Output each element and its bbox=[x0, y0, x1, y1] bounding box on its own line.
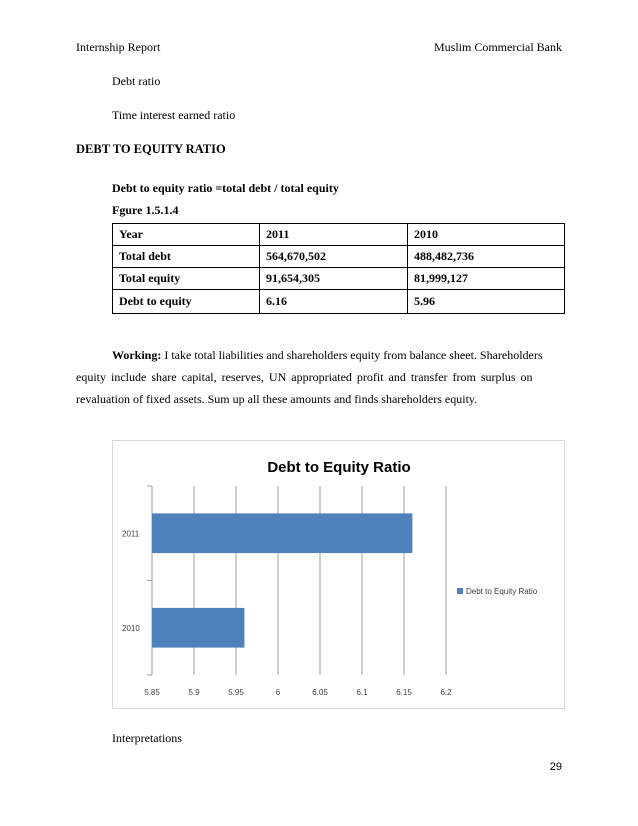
figure-label: Fgure 1.5.1.4 bbox=[112, 203, 179, 217]
table-row bbox=[113, 246, 565, 268]
legend-swatch bbox=[457, 588, 463, 594]
bar-2011 bbox=[152, 513, 412, 553]
working-line-2: equity include share capital, reserves, UN appropriated profit and transfer from surplus on bbox=[76, 370, 533, 384]
section-title: DEBT TO EQUITY RATIO bbox=[76, 142, 226, 156]
x-tick-label: 6.05 bbox=[312, 688, 328, 697]
table-header-cell: 2010 bbox=[408, 224, 565, 246]
x-tick-label: 5.95 bbox=[228, 688, 244, 697]
list-item-time-interest: Time interest earned ratio bbox=[112, 108, 236, 122]
legend-label: Debt to Equity Ratio bbox=[466, 587, 538, 596]
ratio-table bbox=[112, 223, 565, 314]
category-label: 2011 bbox=[122, 529, 140, 539]
header-right: Muslim Commercial Bank bbox=[434, 40, 562, 54]
chart-legend bbox=[457, 587, 538, 596]
header-left: Internship Report bbox=[76, 40, 161, 54]
x-tick-label: 6 bbox=[275, 688, 281, 697]
chart-title: Debt to Equity Ratio bbox=[267, 459, 411, 476]
table-cell: Total equity bbox=[113, 268, 260, 290]
bar-2010 bbox=[152, 608, 244, 648]
interpretations-heading: Interpretations bbox=[112, 731, 182, 745]
table-cell: 564,670,502 bbox=[260, 246, 408, 268]
working-line-1 bbox=[112, 348, 543, 363]
table-cell: Debt to equity bbox=[113, 290, 260, 314]
table-cell: 91,654,305 bbox=[260, 268, 408, 290]
chart-bars bbox=[152, 513, 412, 647]
table-header-cell: 2011 bbox=[260, 224, 408, 246]
working-line-3: revaluation of fixed assets. Sum up all these amounts and finds shareholders equity. bbox=[76, 392, 478, 406]
page-number: 29 bbox=[549, 761, 562, 773]
table-row bbox=[113, 268, 565, 290]
table-cell: 488,482,736 bbox=[408, 246, 565, 268]
list-item-debt-ratio: Debt ratio bbox=[112, 74, 161, 88]
working-text-1: I take total liabilities and shareholders equity from balance sheet. Shareholders bbox=[164, 348, 543, 362]
chart-tick-labels bbox=[144, 688, 452, 697]
x-tick-label: 6.2 bbox=[440, 688, 452, 697]
table-cell: 6.16 bbox=[260, 290, 408, 314]
chart-axes bbox=[147, 486, 152, 675]
x-tick-label: 6.1 bbox=[356, 688, 368, 697]
debt-equity-chart bbox=[112, 440, 565, 709]
chart-category-labels bbox=[122, 529, 140, 633]
table-cell: 81,999,127 bbox=[408, 268, 565, 290]
table-header-cell: Year bbox=[113, 224, 260, 246]
working-label: Working: bbox=[112, 348, 162, 362]
formula: Debt to equity ratio =total debt / total equity bbox=[112, 181, 339, 195]
category-label: 2010 bbox=[122, 623, 140, 633]
x-tick-label: 5.85 bbox=[144, 688, 160, 697]
table-row bbox=[113, 290, 565, 314]
table-cell: Total debt bbox=[113, 246, 260, 268]
table-cell: 5.96 bbox=[408, 290, 565, 314]
x-tick-label: 5.9 bbox=[188, 688, 200, 697]
table-header-row bbox=[113, 224, 565, 246]
chart-svg bbox=[113, 441, 566, 710]
x-tick-label: 6.15 bbox=[396, 688, 412, 697]
